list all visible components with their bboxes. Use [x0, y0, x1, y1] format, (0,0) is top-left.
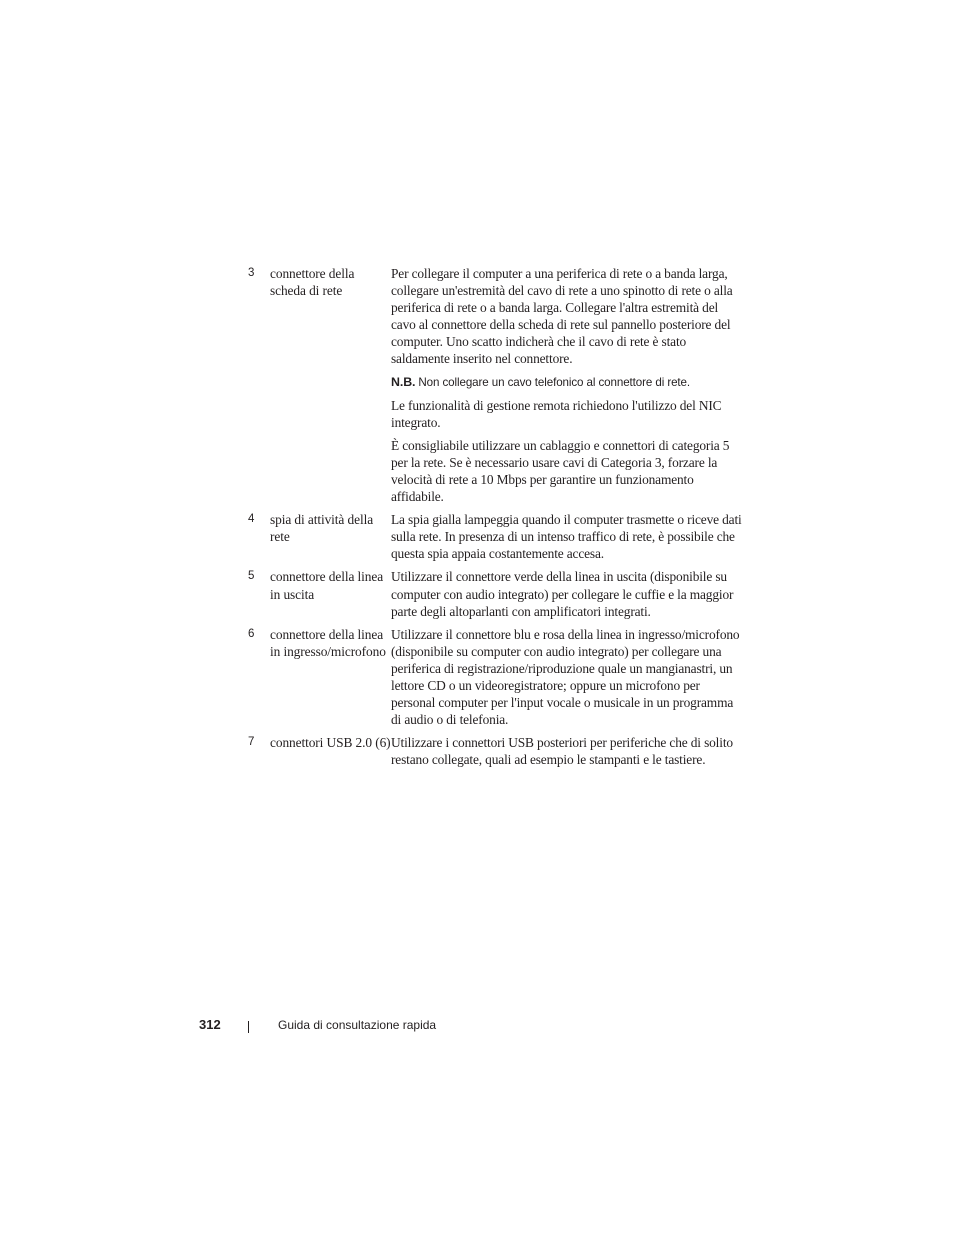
item-label: connettore della scheda di rete — [270, 266, 355, 299]
description-paragraph: È consigliabile utilizzare un cablaggio e connettori di categoria 5 per la rete. Se è necessario usare cavi di Categoria 3, forzare la velocità di rete a 10 Mbps per garantire un funzionamento affidabile. — [391, 437, 730, 505]
item-number: 4 — [248, 513, 255, 526]
table-row — [246, 568, 746, 619]
item-number: 7 — [248, 736, 255, 749]
item-label: connettore della linea in ingresso/microfono — [270, 626, 386, 659]
item-description — [391, 265, 743, 505]
item-number: 6 — [248, 627, 255, 640]
table-row — [246, 265, 746, 505]
item-label: connettori USB 2.0 (6) — [270, 735, 391, 751]
note-text: Non collegare un cavo telefonico al connettore di rete. — [418, 375, 691, 389]
connector-description-table — [246, 265, 746, 774]
note — [391, 374, 743, 391]
page-number: 312 — [199, 1017, 221, 1032]
item-description — [391, 734, 743, 768]
note-label: N.B. — [391, 374, 416, 389]
item-description — [391, 568, 743, 619]
footer-divider — [248, 1021, 249, 1033]
item-label: connettore della linea in uscita — [270, 569, 384, 602]
item-description — [391, 511, 743, 562]
description-paragraph: Utilizzare il connettore blu e rosa della linea in ingresso/microfono (disponibile su computer con audio integrato) per collegare una periferica di registrazione/riproduzione quale un mangianastri, un lettore CD o un videoregistratore; oppure un microfono per personal computer per l'input vocale o musicale in un programma di audio o di telefonia. — [391, 626, 740, 728]
table-row — [246, 626, 746, 729]
item-number: 3 — [248, 267, 255, 279]
description-paragraph: Le funzionalità di gestione remota richiedono l'utilizzo del NIC integrato. — [391, 397, 722, 430]
description-paragraph: Per collegare il computer a una periferica di rete o a banda larga, collegare un'estremità del cavo di rete a uno spinotto di rete o alla periferica di rete o a banda larga. Collegare l'altra estremità del cavo al connettore della scheda di rete sul pannello posteriore del computer. Uno scatto indicherà che il cavo di rete è stato saldamente inserito nel connettore. — [391, 266, 733, 367]
table-row — [246, 511, 746, 562]
description-paragraph: Utilizzare il connettore verde della linea in uscita (disponibile su computer con audio integrato) per collegare le cuffie e la maggior parte degli altoparlanti con amplificatori integrati. — [391, 569, 734, 619]
description-paragraph: Utilizzare i connettori USB posteriori per periferiche che di solito restano collegate, quali ad esempio le stampanti e le tastiere. — [391, 735, 733, 768]
description-paragraph: La spia gialla lampeggia quando il computer trasmette o riceve dati sulla rete. In presenza di un intenso traffico di rete, è possibile che questa spia appaia costantemente accesa. — [391, 512, 742, 562]
item-label: spia di attività della rete — [270, 512, 374, 545]
item-number: 5 — [248, 570, 255, 583]
footer-title: Guida di consultazione rapida — [278, 1018, 437, 1032]
item-description — [391, 626, 743, 729]
table-row — [246, 734, 746, 768]
